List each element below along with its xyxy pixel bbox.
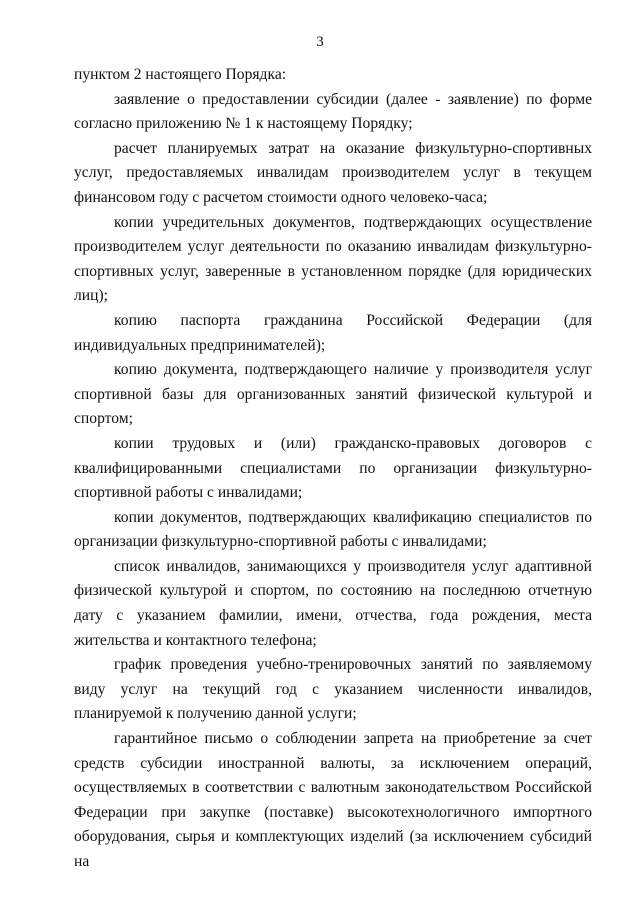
document-body [74, 63, 592, 875]
paragraph-application: заявление о предоставлении субсидии (далее - заявление) по форме согласно приложению № 1 к настоящему Порядку; [74, 90, 592, 133]
paragraph-qualification-documents: копии документов, подтверждающих квалификацию специалистов по организации физкультурно-спортивной работы с инвалидами; [74, 508, 592, 551]
paragraph-cost-calculation: расчет планируемых затрат на оказание физкультурно-спортивных услуг, предоставляемых инвалидам производителем услуг в текущем финансовом году с расчетом стоимости одного человеко-часа; [74, 139, 592, 206]
paragraph-guarantee-letter: гарантийное письмо о соблюдении запрета на приобретение за счет средств субсидии иностранной валюты, за исключением операций, осуществляемых в соответствии с валютным законодательством Российской Федерации при закупке (поставке) высокотехнологичного импортного оборудования, сырья и комплектующих изделий (за исключением субсидий на [74, 730, 592, 870]
paragraph-labor-contracts: копии трудовых и (или) гражданско-правовых договоров с квалифицированными специалистами по организации физкультурно-спортивной работы с инвалидами; [74, 434, 592, 502]
paragraph-training-schedule: график проведения учебно-тренировочных занятий по заявляемому виду услуг на текущий год с указанием численности инвалидов, планируемой к получению данной услуги; [74, 656, 592, 723]
paragraph-continuation: пунктом 2 настоящего Порядка: [74, 66, 287, 83]
paragraph-founding-documents: копии учредительных документов, подтверждающих осуществление производителем услуг деятельности по оказанию инвалидам физкультурно-спортивных услуг, заверенные в установленном порядке (для юридических лиц); [74, 213, 592, 305]
page-number: 3 [316, 34, 324, 50]
paragraph-sports-base: копию документа, подтверждающего наличие у производителя услуг спортивной базы для организованных занятий физической культурой и спортом; [74, 361, 592, 428]
paragraph-passport-copy: копию паспорта гражданина Российской Федерации (для индивидуальных предпринимателей); [74, 311, 592, 354]
paragraph-participants-list: список инвалидов, занимающихся у производителя услуг адаптивной физической культурой и спортом, по состоянию на последнюю отчетную дату с указанием фамилии, имени, отчества, года рождения, места жительства и контактного телефона; [74, 557, 592, 649]
